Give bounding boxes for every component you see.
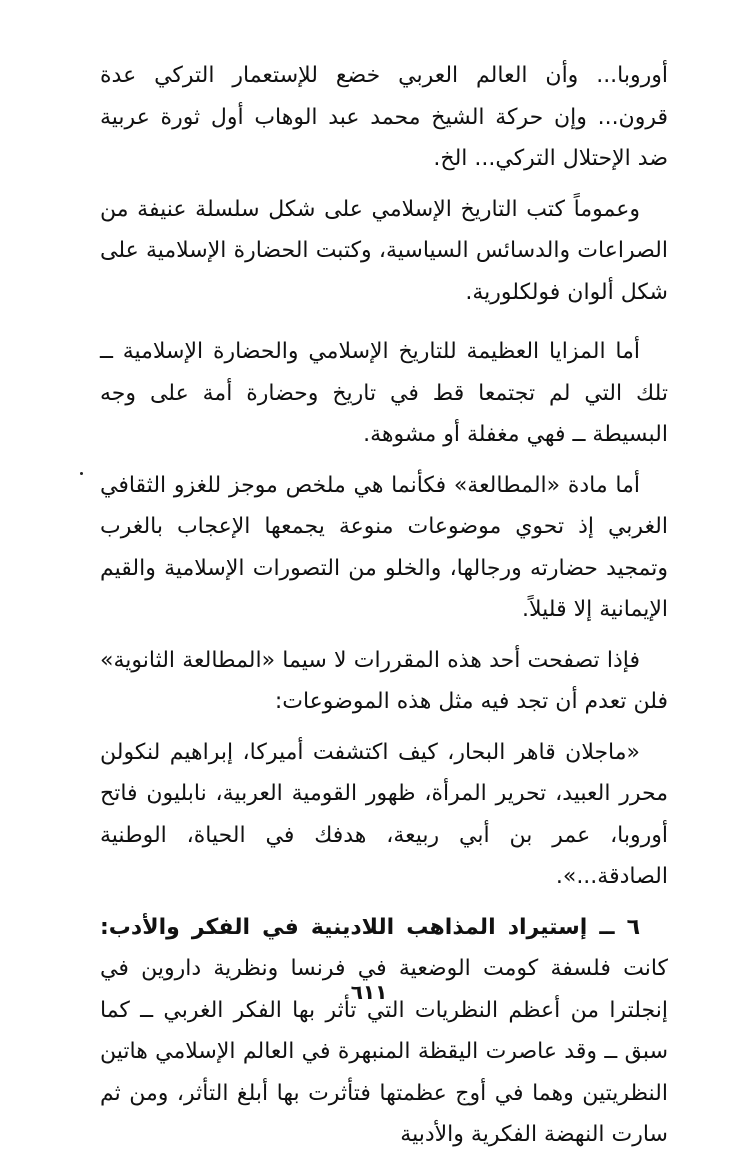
paragraph-topics-list: «ماجلان قاهر البحار، كيف اكتشفت أميركا، إبراهيم لنكولن محرر العبيد، تحرير المرأة، ظهور القومية العربية، نابليون فاتح أوروبا، عمر بن أبي ربيعة، هدفك في الحياة، الوطنية الصادقة...».	[100, 739, 668, 889]
paragraph-secondary-reading: فإذا تصفحت أحد هذه المقررات لا سيما «المطالعة الثانوية» فلن تعدم أن تجد فيه مثل هذه الموضوعات:	[100, 647, 668, 714]
section-6-body: كانت فلسفة كومت الوضعية في فرنسا ونظرية داروين في إنجلترا من أعظم النظريات التي تأثر بها الفكر الغربي ــ كما سبق ــ وقد عاصرت اليقظة المنبهرة في العالم الإسلامي هاتين النظريتين وهما في أوج عظمتها فتأثرت بها أبلغ التأثر، ومن ثم سارت النهضة الفكرية والأدبية	[100, 956, 668, 1147]
paragraph-history-writing: وعموماً كتب التاريخ الإسلامي على شكل سلسلة عنيفة من الصراعات والدسائس السياسية، وكتبت الحضارة الإسلامية على شكل ألوان فولكلورية.	[100, 196, 668, 305]
paragraph-ottoman-rule: أوروبا... وأن العالم العربي خضع للإستعمار التركي عدة قرون... وإن حركة الشيخ محمد عبد الوهاب أول ثورة عربية ضد الإحتلال التركي... الخ.	[100, 63, 668, 171]
section-6-heading: ٦ ــ إستيراد المذاهب اللادينية في الفكر والأدب:	[100, 914, 640, 940]
paragraph-great-merits: أما المزايا العظيمة للتاريخ الإسلامي والحضارة الإسلامية ــ تلك التي لم تجتمعا قط في تاريخ وحضارة أمة على وجه البسيطة ــ فهي مغفلة أو مشوهة.	[100, 339, 668, 447]
stray-ink-dot	[80, 472, 83, 475]
page-number: ٦١١	[350, 980, 388, 1004]
section-6	[100, 907, 668, 1156]
paragraph-reading-subject: أما مادة «المطالعة» فكأنما هي ملخص موجز للغزو الثقافي الغربي إذ تحوي موضوعات منوعة يجمعها الإعجاب بالغرب وتمجيد حضارته ورجالها، والخلو من التصورات الإسلامية والقيم الإيمانية إلا قليلاً.	[100, 472, 668, 622]
